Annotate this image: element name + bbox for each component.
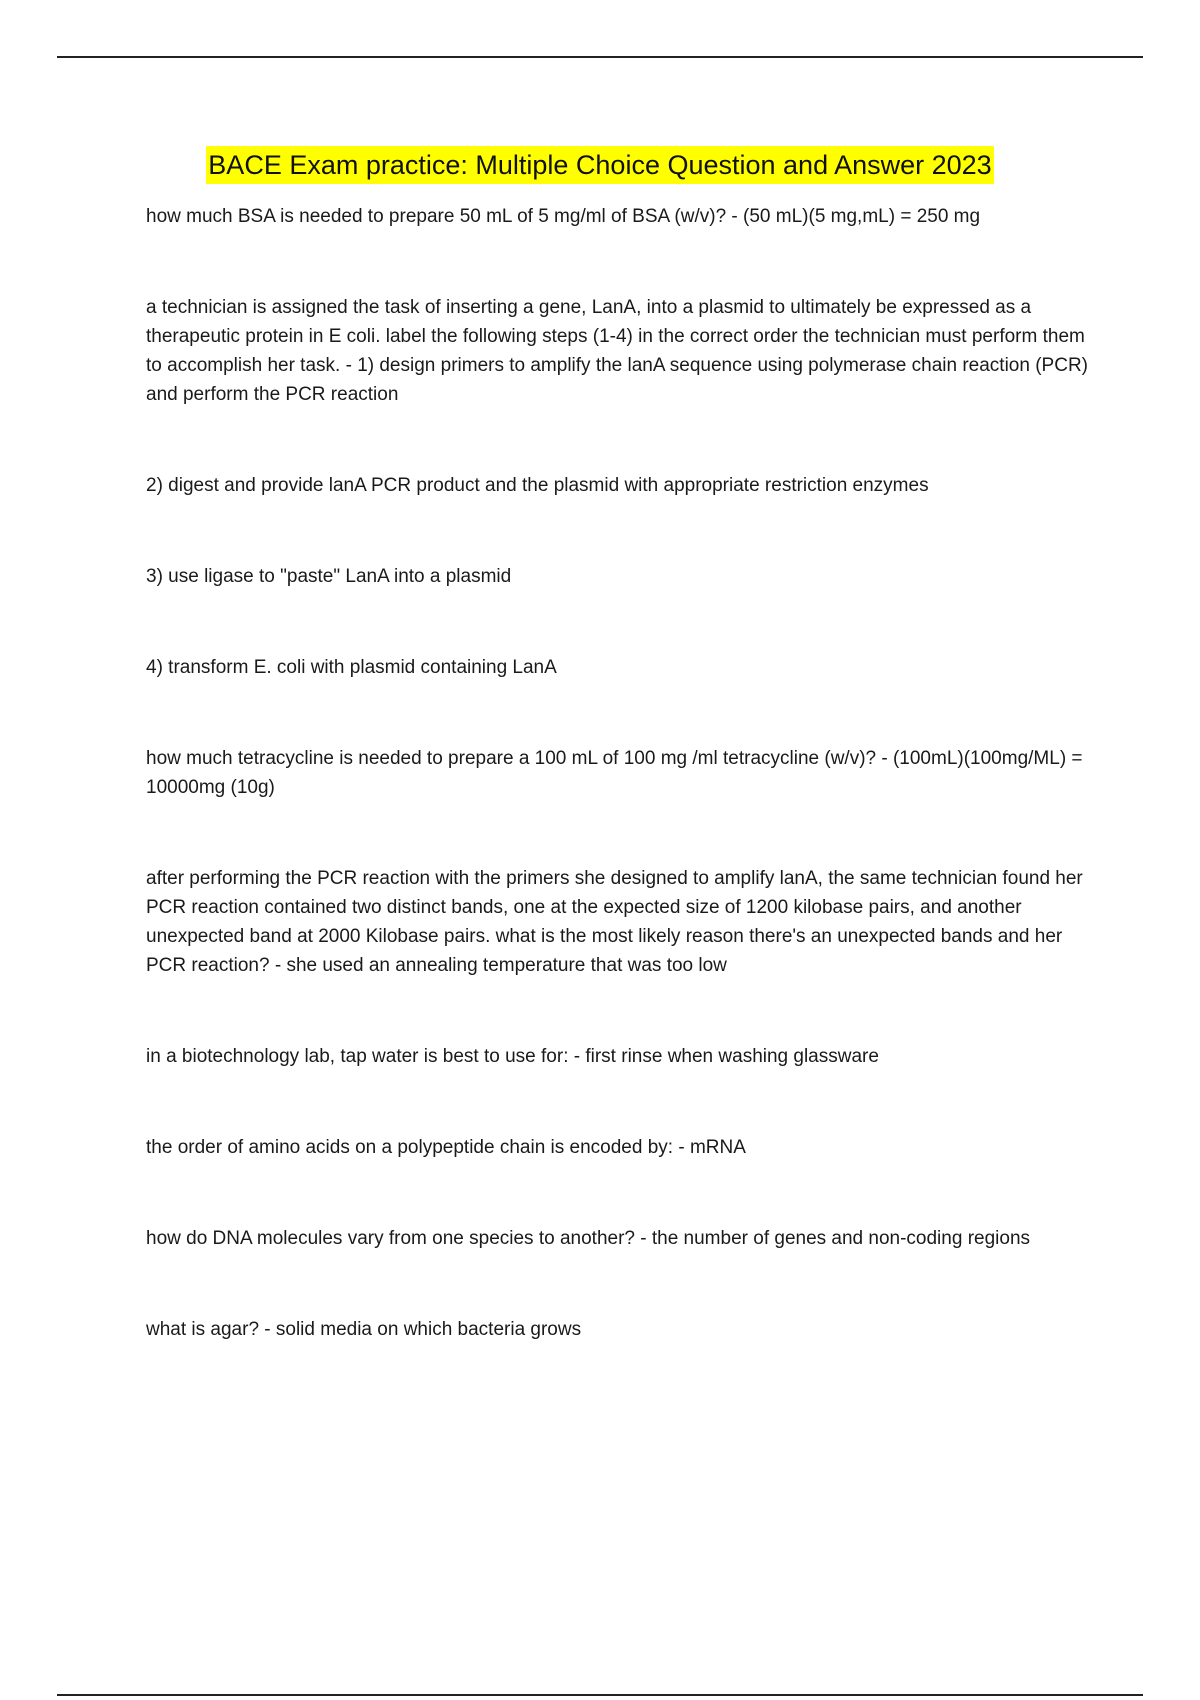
qa-paragraph: in a biotechnology lab, tap water is best to use for: - first rinse when washing glassware <box>146 1046 879 1067</box>
qa-paragraph: what is agar? - solid media on which bacteria grows <box>146 1319 582 1340</box>
qa-paragraph: 2) digest and provide lanA PCR product and the plasmid with appropriate restriction enzymes <box>146 475 929 496</box>
qa-paragraph: 4) transform E. coli with plasmid containing LanA <box>146 657 557 678</box>
bottom-rule <box>57 1694 1143 1696</box>
qa-paragraph: the order of amino acids on a polypeptide chain is encoded by: - mRNA <box>146 1137 746 1158</box>
qa-paragraph: a technician is assigned the task of inserting a gene, LanA, into a plasmid to ultimately be expressed as a therapeutic protein in E coli. label the following steps (1-4) in the correct order the technician must perform them to accomplish her task. - 1) design primers to amplify the lanA sequence using polymerase chain reaction (PCR) and perform the PCR reaction <box>146 297 1088 405</box>
title-container <box>0 146 1200 184</box>
qa-paragraph: how much tetracycline is needed to prepare a 100 mL of 100 mg /ml tetracycline (w/v)? - (100mL)(100mg/ML) = 10000mg (10g) <box>146 748 1083 798</box>
qa-paragraph: after performing the PCR reaction with the primers she designed to amplify lanA, the same technician found her PCR reaction contained two distinct bands, one at the expected size of 1200 kilobase pairs, and another unexpected band at 2000 Kilobase pairs. what is the most likely reason there's an unexpected bands and her PCR reaction? - she used an annealing temperature that was too low <box>146 868 1083 976</box>
qa-paragraph: 3) use ligase to "paste" LanA into a plasmid <box>146 566 512 587</box>
document-body <box>146 202 1096 1406</box>
qa-paragraph: how do DNA molecules vary from one species to another? - the number of genes and non-coding regions <box>146 1228 1031 1249</box>
qa-paragraph: how much BSA is needed to prepare 50 mL of 5 mg/ml of BSA (w/v)? - (50 mL)(5 mg,mL) = 250 mg <box>146 206 981 227</box>
document-title: BACE Exam practice: Multiple Choice Question and Answer 2023 <box>206 146 993 184</box>
top-rule <box>57 56 1143 58</box>
